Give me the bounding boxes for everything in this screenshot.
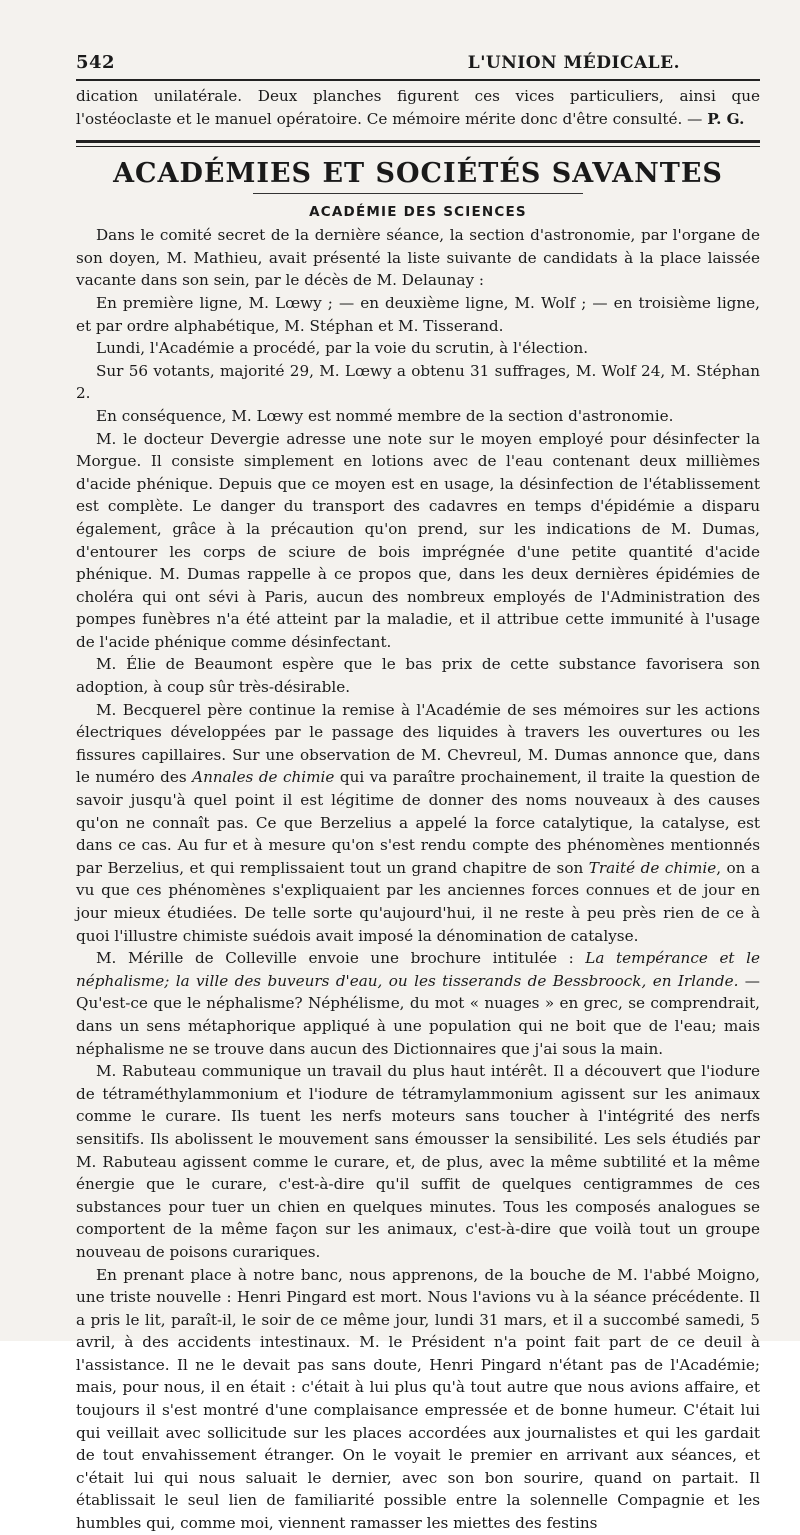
running-header xyxy=(76,52,760,73)
p8-text-a: M. Becquerel père continue la remise à l'Académie de ses mémoires sur les actions électriques développées par le passage des liquides à travers les ouvertures ou les fissures capillaires. Sur une observation de M. Chevreul, M. Dumas annonce que, dans le numéro des xyxy=(76,700,760,787)
paragraph-2: En première ligne, M. Lœwy ; — en deuxième ligne, M. Wolf ; — en troisième ligne, et par ordre alphabétique, M. Stéphan et M. Tisserand. xyxy=(76,293,760,335)
section-title xyxy=(76,157,760,194)
paragraph-10: M. Rabuteau communique un travail du plus haut intérêt. Il a découvert que l'iodure de tétraméthylammonium et l'iodure de tétramylammonium agissent sur les animaux comme le curare. Ils tuent les nerfs moteurs sans toucher à l'intégrité des nerfs sensitifs. Ils abolissent le mouvement sans émousser la sensibilité. Les sels étudiés par M. Rabuteau agissent comme le curare, et, de plus, avec la même subtilité et la même énergie que le curare, c'est-à-dire qu'il suffit de quelques centigrammes de ces substances pour tuer un chien en quelques minutes. Tous les composés analogues se comportent de la même façon sur les animaux, c'est-à-dire que voilà tout un groupe nouveau de poisons curariques. xyxy=(76,1062,760,1261)
section-divider xyxy=(76,140,760,147)
subsection-title: ACADÉMIE DES SCIENCES xyxy=(309,204,527,221)
p9-brochure-title: La tempérance et le néphalisme; la ville des buveurs d'eau, ou les tisserands de Bessbroock, en Irlande. xyxy=(76,949,760,990)
p8-text-c: , on a vu que ces phénomènes s'expliquaient par les anciennes forces connues et de jour en jour mieux étudiées. De telle sorte qu'aujourd'hui, il ne reste à peu près rien de ce à quoi l'illustre chimiste suédois avait imposé la dénomination de catalyse. xyxy=(76,858,760,945)
intro-text: dication unilatérale. Deux planches figurent ces vices particuliers, ainsi que l'ostéoclaste et le manuel opératoire. Ce mémoire mérite donc d'être consulté. — xyxy=(76,87,760,128)
p8-title-annales: Annales de chimie xyxy=(192,768,335,787)
paragraph-5: En conséquence, M. Lœwy est nommé membre de la section d'astronomie. xyxy=(96,406,674,425)
journal-title: L'UNION MÉDICALE. xyxy=(467,53,680,73)
p8-title-traite: Traité de chimie xyxy=(588,858,717,877)
section-title-text: ACADÉMIES ET SOCIÉTÉS SAVANTES xyxy=(113,158,723,190)
paragraph-6: M. le docteur Devergie adresse une note sur le moyen employé pour désinfecter la Morgue. Il consiste simplement en lotions avec de l'eau contenant deux millièmes d'acide phénique. Depuis que ce moyen est en usage, la désinfection de l'établissement est complète. Le danger du transport des cadavres en temps d'épidémie a disparu également, grâce à la précaution qu'on prend, sur les indications de M. Dumas, d'entourer les corps de sciure de bois imprégnée d'une petite quantité d'acide phénique. M. Dumas rappelle à ce propos que, dans les deux dernières épidémies de choléra qui ont sévi à Paris, aucun des nombreux employés de l'Administration des pompes funèbres n'a été atteint par la maladie, et il attribue cette immunité à l'usage de l'acide phénique comme désinfectant. xyxy=(76,429,760,651)
header-rule xyxy=(76,79,760,81)
page-number: 542 xyxy=(76,52,116,73)
p8-text-b: qui va paraître prochainement, il traite la question de savoir jusqu'à quel point il est légitime de donner des noms nouveaux à des causes qu'on ne connaît pas. Ce que Berzelius a appelé la force catalytique, la catalyse, est dans ce cas. Au fur et à mesure qu'on s'est rendu compte des phénomènes mentionnés par Berzelius, et qui remplissaient tout un grand chapitre de son xyxy=(76,768,760,877)
paragraph-4: Sur 56 votants, majorité 29, M. Lœwy a obtenu 31 suffrages, M. Wolf 24, M. Stéphan 2. xyxy=(76,361,760,403)
intro-paragraph xyxy=(76,85,760,130)
paragraph-11: En prenant place à notre banc, nous apprenons, de la bouche de M. l'abbé Moigno, une triste nouvelle : Henri Pingard est mort. Nous l'avions vu à la séance précédente. Il a pris le lit, paraît-il, le soir de ce même jour, lundi 31 mars, et il a succombé samedi, 5 avril, à des accidents intestinaux. M. le Président n'a point fait part de ce deuil à l'assistance. Il ne le devait pas sans doute, Henri Pingard n'étant pas de l'Académie; mais, pour nous, il en était : c'était à lui plus qu'à tout autre que nous avions affaire, et toujours il s'est montré d'une complaisance empressée et de bonne humeur. C'était lui qui veillait avec sollicitude sur les places accordées aux journalistes et qui les gardait de tout envahissement étranger. On le voyait le premier en arrivant aux séances, et c'était lui qui nous saluait le dernier, avec son bon sourire, quand on partait. Il établissait le seul lien de familiarité possible entre la solennelle Compagnie et les humbles qui, comme moi, viennent ramasser les miettes des festins xyxy=(76,1265,760,1533)
paragraph-7: M. Élie de Beaumont espère que le bas prix de cette substance favorisera son adoption, à coup sûr très-désirable. xyxy=(76,655,760,697)
paragraph-8 xyxy=(76,699,760,948)
paragraph-1: Dans le comité secret de la dernière séance, la section d'astronomie, par l'organe de son doyen, M. Mathieu, avait présenté la liste suivante de candidats à la place laissée vacante dans son sein, par le décès de M. Delaunay : xyxy=(76,226,760,290)
intro-signature: P. G. xyxy=(707,109,745,128)
paragraph-9 xyxy=(76,947,760,1060)
title-underline xyxy=(253,193,583,194)
p9-text-a: M. Mérille de Colleville envoie une brochure intitulée : xyxy=(96,949,586,968)
p9-text-b: — Qu'est-ce que le néphalisme? Néphélisme, du mot « nuages » en grec, se comprendrait, dans un sens métaphorique appliqué à une population qui ne boit que de l'eau; mais néphalisme ne se trouve dans aucun des Dictionnaires que j'ai sous la main. xyxy=(76,971,760,1058)
paragraph-3: Lundi, l'Académie a procédé, par la voie du scrutin, à l'élection. xyxy=(96,339,589,358)
